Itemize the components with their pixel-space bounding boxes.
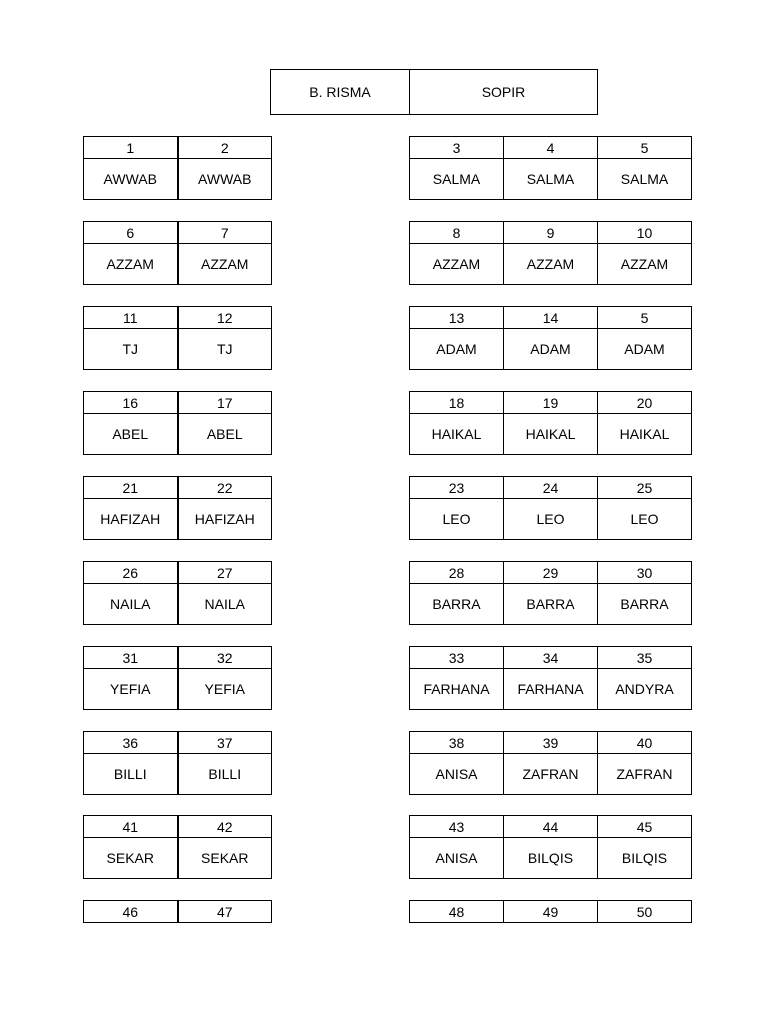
seat-number: 35: [598, 647, 692, 669]
seat-name: LEO: [410, 499, 504, 540]
seat-name: HAIKAL: [410, 414, 504, 455]
seat-number: 32: [178, 647, 272, 669]
seat-group-right: [409, 306, 692, 370]
seat-name: ZAFRAN: [598, 754, 692, 795]
seat-group-right: [409, 900, 692, 923]
seat-number: 17: [178, 392, 272, 414]
seat-name: SALMA: [598, 159, 692, 200]
seat-number: 46: [84, 901, 178, 923]
seat-name: BILLI: [84, 754, 178, 795]
seat-name: YEFIA: [84, 669, 178, 710]
seat-number: 39: [504, 732, 598, 754]
seat-name: BARRA: [504, 584, 598, 625]
seat-name: HAIKAL: [504, 414, 598, 455]
seat-number: 30: [598, 562, 692, 584]
seat-name: TJ: [178, 329, 272, 370]
seat-number: 10: [598, 222, 692, 244]
seat-name: AZZAM: [504, 244, 598, 285]
seat-name: SALMA: [504, 159, 598, 200]
seat-name: SEKAR: [84, 838, 178, 879]
seat-number: 31: [84, 647, 178, 669]
seat-number: 25: [598, 477, 692, 499]
seat-number: 40: [598, 732, 692, 754]
seat-name: ZAFRAN: [504, 754, 598, 795]
seat-group-left: [83, 391, 272, 455]
seat-number: 24: [504, 477, 598, 499]
seat-name: AZZAM: [410, 244, 504, 285]
seat-number: 6: [84, 222, 178, 244]
seat-number: 37: [178, 732, 272, 754]
seat-name: NAILA: [178, 584, 272, 625]
seat-number: 42: [178, 816, 272, 838]
seat-number: 43: [410, 816, 504, 838]
seat-name: HAIKAL: [598, 414, 692, 455]
seat-group-left: [83, 306, 272, 370]
seat-number: 50: [598, 901, 692, 923]
seat-name: ADAM: [504, 329, 598, 370]
seat-number: 13: [410, 307, 504, 329]
seat-number: 21: [84, 477, 178, 499]
seat-group-left: [83, 476, 272, 540]
seat-name: AZZAM: [178, 244, 272, 285]
seat-name: HAFIZAH: [178, 499, 272, 540]
seat-name: BILQIS: [504, 838, 598, 879]
seat-number: 38: [410, 732, 504, 754]
seat-name: ANDYRA: [598, 669, 692, 710]
seat-name: ABEL: [84, 414, 178, 455]
seat-number: 7: [178, 222, 272, 244]
seat-name: ADAM: [598, 329, 692, 370]
seat-name: ADAM: [410, 329, 504, 370]
seat-number: 34: [504, 647, 598, 669]
seat-group-left: [83, 646, 272, 710]
seat-number: 22: [178, 477, 272, 499]
seat-name: LEO: [598, 499, 692, 540]
seat-name: AZZAM: [598, 244, 692, 285]
seat-number: 2: [178, 137, 272, 159]
seat-group-left: [83, 136, 272, 200]
seat-number: 29: [504, 562, 598, 584]
seat-name: BARRA: [410, 584, 504, 625]
seat-number: 23: [410, 477, 504, 499]
seat-number: 14: [504, 307, 598, 329]
driver-cell: SOPIR: [410, 70, 598, 115]
seat-name: NAILA: [84, 584, 178, 625]
seat-number: 16: [84, 392, 178, 414]
seat-name: TJ: [84, 329, 178, 370]
seat-group-left: [83, 900, 272, 923]
seat-name: BILQIS: [598, 838, 692, 879]
seat-group-left: [83, 561, 272, 625]
seat-number: 18: [410, 392, 504, 414]
seat-group-right: [409, 815, 692, 879]
seat-number: 5: [598, 307, 692, 329]
seat-group-right: [409, 476, 692, 540]
seat-name: HAFIZAH: [84, 499, 178, 540]
seat-number: 3: [410, 137, 504, 159]
seat-number: 4: [504, 137, 598, 159]
seat-number: 47: [178, 901, 272, 923]
seat-name: SEKAR: [178, 838, 272, 879]
seat-number: 20: [598, 392, 692, 414]
seat-group-left: [83, 221, 272, 285]
seat-name: YEFIA: [178, 669, 272, 710]
seat-number: 8: [410, 222, 504, 244]
seat-name: FARHANA: [504, 669, 598, 710]
seat-group-left: [83, 731, 272, 795]
seat-number: 1: [84, 137, 178, 159]
seat-name: AWWAB: [84, 159, 178, 200]
seat-number: 26: [84, 562, 178, 584]
seat-number: 49: [504, 901, 598, 923]
seat-number: 5: [598, 137, 692, 159]
seat-name: ANISA: [410, 838, 504, 879]
seat-number: 45: [598, 816, 692, 838]
seat-number: 27: [178, 562, 272, 584]
driver-row-table: [270, 69, 598, 115]
seat-number: 48: [410, 901, 504, 923]
seat-name: AZZAM: [84, 244, 178, 285]
seat-number: 11: [84, 307, 178, 329]
seat-number: 19: [504, 392, 598, 414]
seat-group-right: [409, 221, 692, 285]
seat-number: 28: [410, 562, 504, 584]
seat-group-left: [83, 815, 272, 879]
seat-name: SALMA: [410, 159, 504, 200]
seat-group-right: [409, 646, 692, 710]
seat-group-right: [409, 391, 692, 455]
seat-name: FARHANA: [410, 669, 504, 710]
seat-name: ABEL: [178, 414, 272, 455]
seat-group-right: [409, 561, 692, 625]
teacher-cell: B. RISMA: [271, 70, 410, 115]
seat-name: ANISA: [410, 754, 504, 795]
seat-group-right: [409, 136, 692, 200]
seat-group-right: [409, 731, 692, 795]
seat-number: 36: [84, 732, 178, 754]
seat-name: LEO: [504, 499, 598, 540]
seat-name: AWWAB: [178, 159, 272, 200]
seat-number: 33: [410, 647, 504, 669]
seat-name: BARRA: [598, 584, 692, 625]
seat-name: BILLI: [178, 754, 272, 795]
seat-number: 12: [178, 307, 272, 329]
seat-number: 41: [84, 816, 178, 838]
seat-number: 9: [504, 222, 598, 244]
seat-number: 44: [504, 816, 598, 838]
